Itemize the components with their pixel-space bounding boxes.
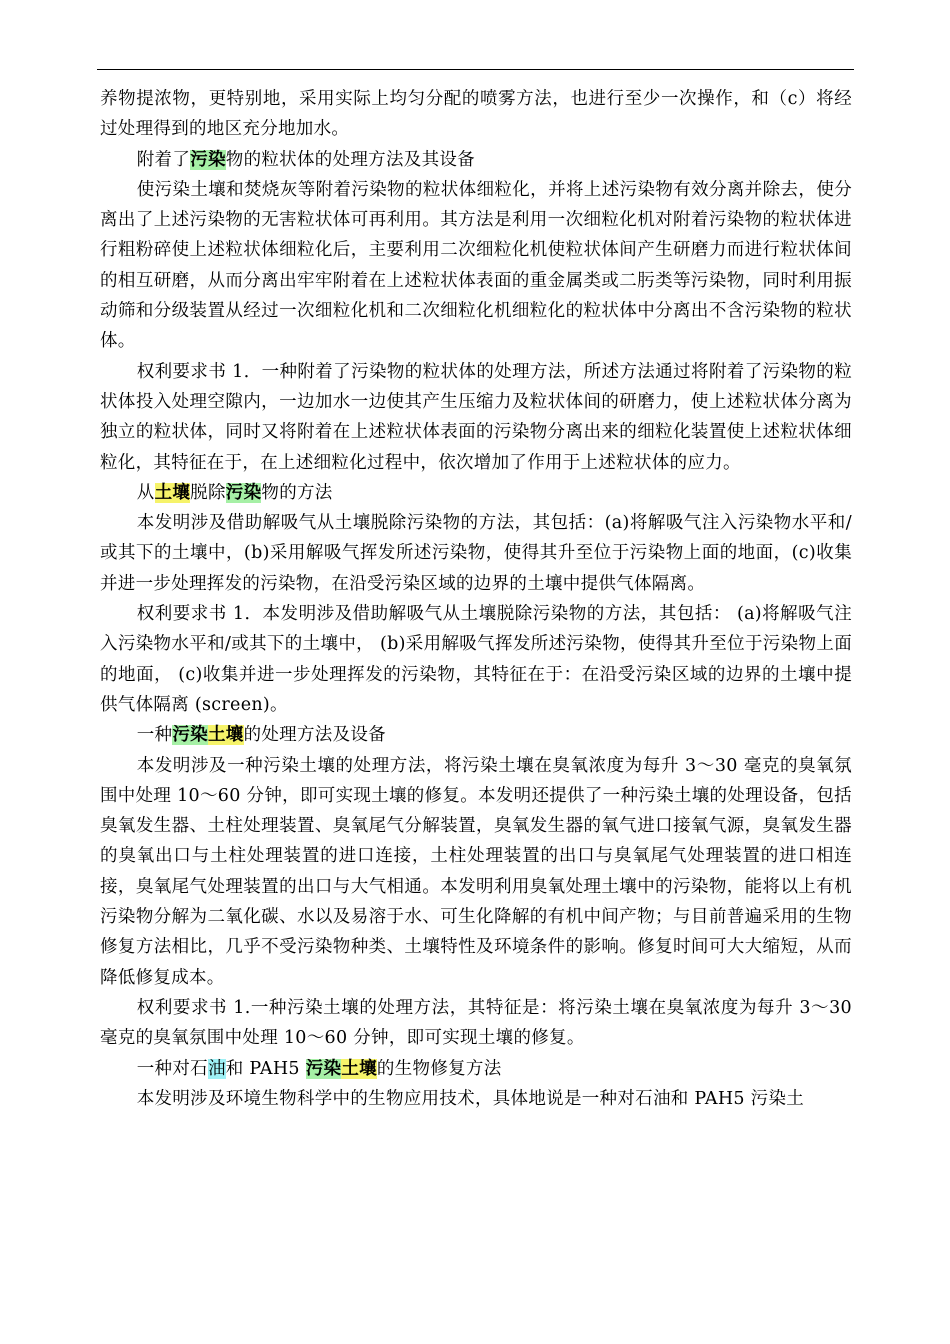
section-title-polluted-soil-treatment: 一种污染土壤的处理方法及设备 [136,725,386,746]
highlight-pollution: 污染 [172,725,208,746]
claims-polluted-soil-treatment: 权利要求书 1.一种污染土壤的处理方法，其特征是：将污染土壤在臭氧浓度为每升 3～30 毫克的臭氧氛围中处理 10～60 分钟，即可实现土壤的修复。 [100,997,852,1049]
paragraph-continued: 养物提浓物，更特别地，采用实际上均匀分配的喷雾方法，也进行至少一次操作，和（c）将经过处理得到的地区充分地加水。 [100,89,852,140]
abstract-bioremediation: 本发明涉及环境生物科学中的生物应用技术，具体地说是一种对石油和 PAH5 污染土 [136,1088,805,1109]
highlight-oil: 油 [207,1058,226,1079]
abstract-particle-treatment: 使污染土壤和焚烧灰等附着污染物的粒状体细粒化，并将上述污染物有效分离并除去，使分离出了上述污染物的无害粒状体可再利用。其方法是利用一次细粒化机对附着污染物的粒状体进行粗粉碎使上述粒状体细粒化后，主要利用二次细粒化机使粒状体间产生研磨力而进行粒状体间的相互研磨，从而分离出牢牢附着在上述粒状体表面的重金属类或二肟类等污染物，同时利用振动筛和分级装置从经过一次细粒化机和二次细粒化机细粒化的粒状体中分离出不含污染物的粒状体。 [100,179,852,352]
highlight-soil: 土壤 [341,1058,377,1079]
document-body [100,84,852,1114]
highlight-soil: 土壤 [207,725,244,746]
section-title-bioremediation: 一种对石油和 PAH5 污染土壤的生物修复方法 [136,1058,502,1079]
highlight-pollution: 污染 [225,482,262,503]
header-rule [97,69,854,70]
section-title-soil-desorption: 从土壤脱除污染物的方法 [136,482,333,503]
claims-particle-treatment: 权利要求书 1．一种附着了污染物的粒状体的处理方法，所述方法通过将附着了污染物的粒状体投入处理空隙内，一边加水一边使其产生压缩力及粒状体间的研磨力，使上述粒状体分离为独立的粒状体，同时又将附着在上述粒状体表面的污染物分离出来的细粒化装置使上述粒状体细粒化，其特征在于，在上述细粒化过程中，依次增加了作用于上述粒状体的应力。 [100,361,852,473]
abstract-polluted-soil-treatment: 本发明涉及一种污染土壤的处理方法，将污染土壤在臭氧浓度为每升 3～30 毫克的臭氧氛围中处理 10～60 分钟，即可实现土壤的修复。本发明还提供了一种污染土壤的处理设备，包括臭氧发生器、土柱处理装置、臭氧尾气分解装置，臭氧发生器的氧气进口接氧气源，臭氧发生器的臭氧出口与土柱处理装置的进口连接，土柱处理装置的出口与臭氧尾气处理装置的进口相连接，臭氧尾气处理装置的出口与大气相通。本发明利用臭氧处理土壤中的污染物，能将以上有机污染物分解为二氧化碳、水以及易溶于水、可生化降解的有机中间产物；与目前普遍采用的生物修复方法相比，几乎不受污染物种类、土壤特性及环境条件的影响。修复时间可大大缩短，从而降低修复成本。 [100,755,852,988]
highlight-pollution: 污染 [305,1058,342,1079]
abstract-soil-desorption: 本发明涉及借助解吸气从土壤脱除污染物的方法，其包括：(a)将解吸气注入污染物水平和/或其下的土壤中，(b)采用解吸气挥发所述污染物，使得其升至位于污染物上面的地面，(c)收集并进一步处理挥发的污染物，在沿受污染区域的边界的土壤中提供气体隔离。 [100,513,852,594]
highlight-pollution: 污染 [190,149,226,170]
highlight-soil: 土壤 [154,482,191,503]
section-title-particle-treatment: 附着了污染物的粒状体的处理方法及其设备 [136,149,475,170]
claims-soil-desorption: 权利要求书 1．本发明涉及借助解吸气从土壤脱除污染物的方法，其包括： (a)将解吸气注入污染物水平和/或其下的土壤中， (b)采用解吸气挥发所述污染物，使得其升至位于污染物上面的地面， (c)收集并进一步处理挥发的污染物，其特征在于：在沿受污染区域的边界的土壤中提供气体隔离 (screen)。 [100,604,852,715]
